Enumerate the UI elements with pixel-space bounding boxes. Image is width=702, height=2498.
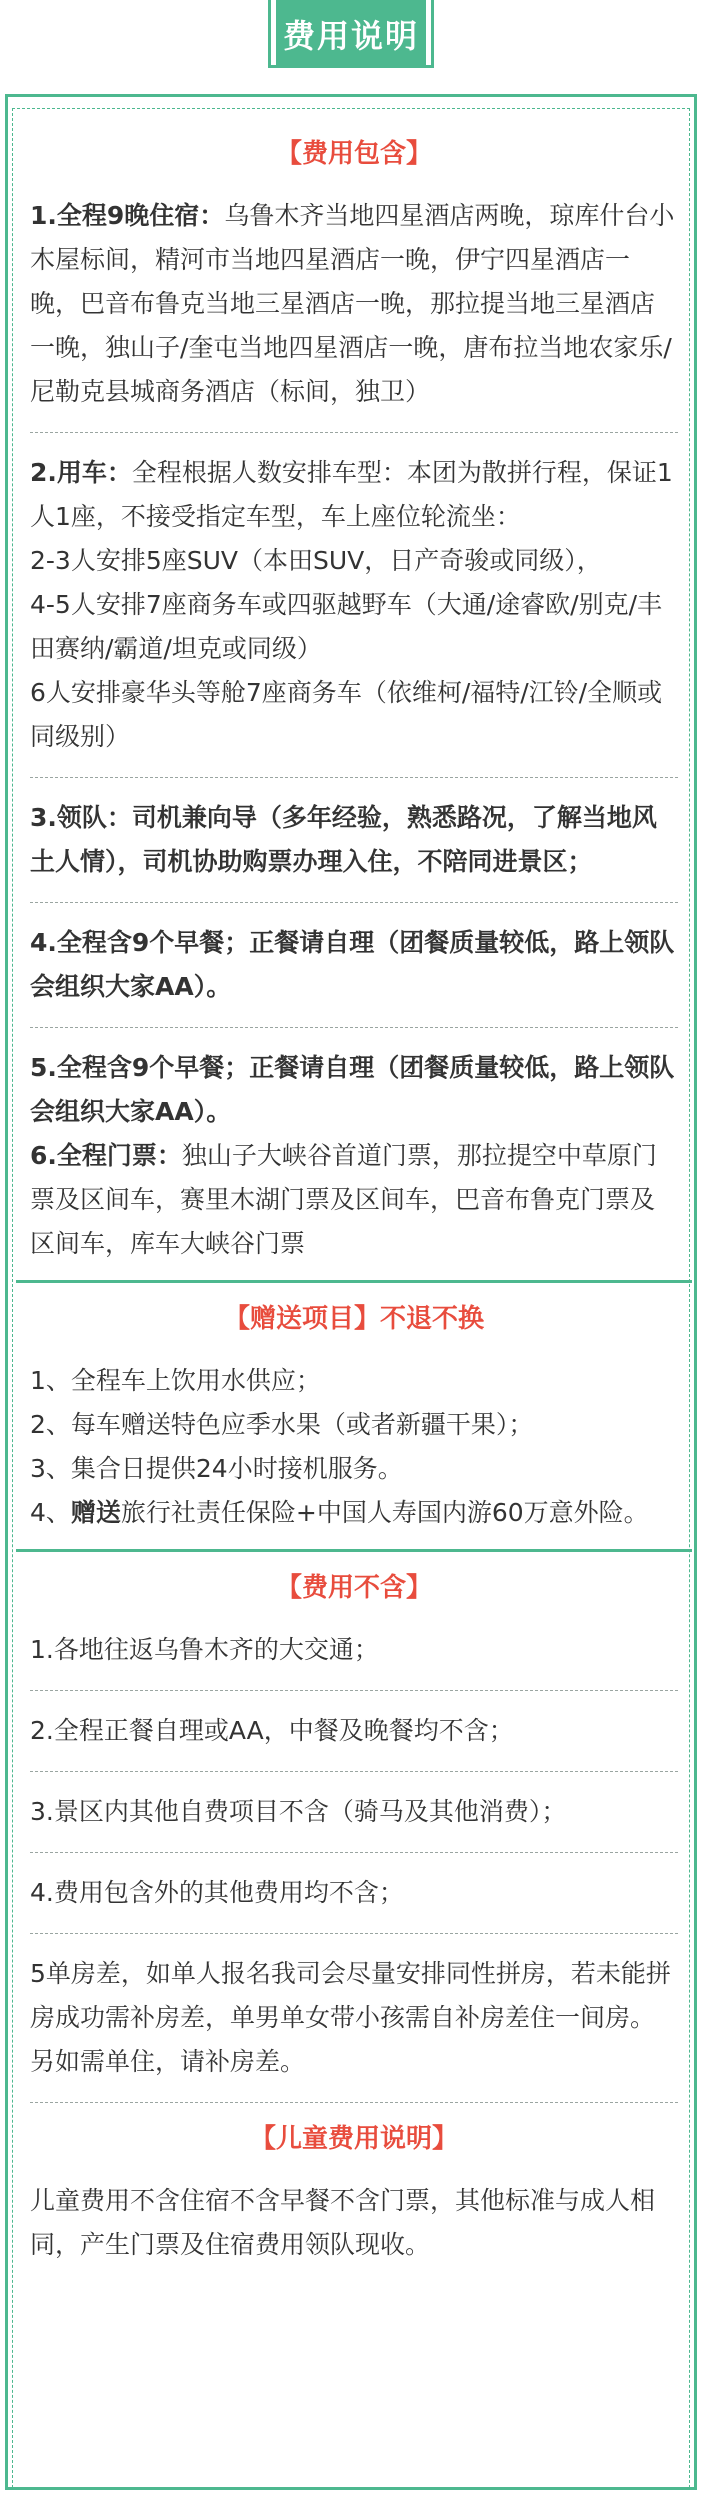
included-item-2-line: 6人安排豪华头等舱7座商务车（依维柯/福特/江铃/全顺或同级别）: [30, 678, 663, 751]
included-item-3: 3.领队：司机兼向导（多年经验，熟悉路况，了解当地风土人情），司机协助购票办理入住，不陪同进景区；: [30, 803, 657, 876]
title-banner: [0, 0, 702, 76]
included-item-1: 1.全程9晚住宿：乌鲁木齐当地四星酒店两晚，琼库什台小木屋标间，精河市当地四星酒店一晚，伊宁四星酒店一晚，巴音布鲁克当地三星酒店一晚，那拉提当地三星酒店一晚，独山子/奎屯当地四星酒店一晚，唐布拉当地农家乐/尼勒克县城商务酒店（标间，独卫）: [30, 201, 675, 406]
section-divider: [16, 1549, 692, 1552]
divider: [30, 1690, 678, 1691]
divider: [30, 1771, 678, 1772]
children-heading: 【儿童费用说明】: [249, 2124, 458, 2154]
excluded-item: 4.费用包含外的其他费用均不含；: [30, 1878, 404, 1907]
divider: [30, 2102, 678, 2103]
divider: [30, 432, 678, 433]
included-item-2: 2.用车：全程根据人数安排车型：本团为散拼行程，保证1人1座，不接受指定车型，车上座位轮流坐：: [30, 458, 673, 531]
divider: [30, 1027, 678, 1028]
gift-item: 1、全程车上饮用水供应；: [30, 1366, 321, 1395]
gift-item: 3、集合日提供24小时接机服务。: [30, 1454, 403, 1483]
included-heading: 【费用包含】: [275, 139, 432, 169]
excluded-item: 5单房差，如单人报名我司会尽量安排同性拼房，若未能拼房成功需补房差，单男单女带小孩需自补房差住一间房。另如需单住，请补房差。: [30, 1959, 671, 2076]
divider: [30, 1933, 678, 1934]
divider: [30, 902, 678, 903]
section-divider: [16, 1280, 692, 1283]
included-item-4: 4.全程含9个早餐；正餐请自理（团餐质量较低，路上领队会组织大家AA）。: [30, 928, 675, 1001]
gifts-heading: 【赠送项目】不退不换: [223, 1304, 485, 1334]
excluded-item: 1.各地往返乌鲁木齐的大交通；: [30, 1635, 379, 1664]
gift-item: 4、赠送旅行社责任保险+中国人寿国内游60万意外险。: [30, 1498, 649, 1527]
page-title: 费用说明: [276, 0, 426, 68]
children-text: 儿童费用不含住宿不含早餐不含门票，其他标准与成人相同，产生门票及住宿费用领队现收。: [30, 2186, 656, 2259]
excluded-item: 3.景区内其他自费项目不含（骑马及其他消费）；: [30, 1797, 567, 1826]
divider: [30, 1852, 678, 1853]
included-item-5: 5.全程含9个早餐；正餐请自理（团餐质量较低，路上领队会组织大家AA）。: [30, 1053, 675, 1126]
included-item-6: 6.全程门票：独山子大峡谷首道门票，那拉提空中草原门票及区间车，赛里木湖门票及区间车，巴音布鲁克门票及区间车，库车大峡谷门票: [30, 1141, 657, 1258]
divider: [30, 777, 678, 778]
content: [30, 118, 678, 2267]
included-item-2-line: 2-3人安排5座SUV（本田SUV，日产奇骏或同级），: [30, 546, 602, 575]
gift-item: 2、每车赠送特色应季水果（或者新疆干果）；: [30, 1410, 534, 1439]
included-item-2-line: 4-5人安排7座商务车或四驱越野车（大通/途睿欧/别克/丰田赛纳/霸道/坦克或同级）: [30, 590, 663, 663]
excluded-item: 2.全程正餐自理或AA，中餐及晚餐均不含；: [30, 1716, 514, 1745]
excluded-heading: 【费用不含】: [275, 1573, 432, 1603]
